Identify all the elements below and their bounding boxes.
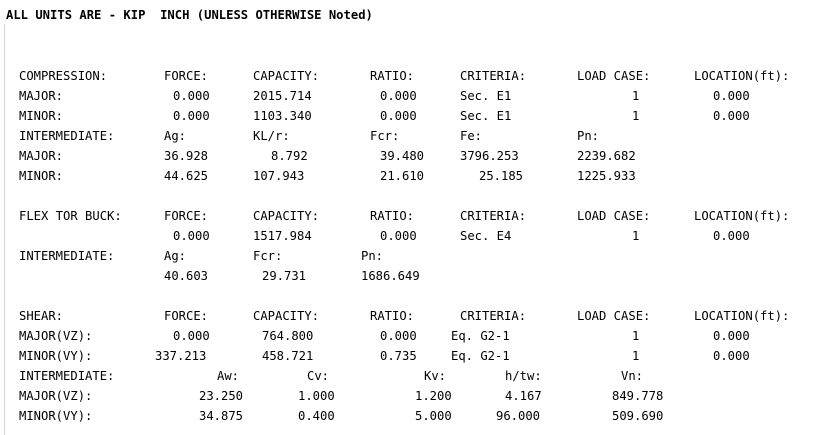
fe-value: 25.185 [479, 169, 524, 183]
col-ratio-header: RATIO: [370, 69, 415, 83]
col-ag-header: Ag: [164, 129, 187, 143]
row-label: MAJOR(VZ): [19, 329, 93, 343]
force-value: 337.213 [155, 349, 207, 363]
location-value: 0.000 [713, 349, 750, 363]
left-border-line [4, 24, 5, 435]
col-location-header: LOCATION(ft): [694, 309, 790, 323]
ratio-value: 0.000 [380, 89, 417, 103]
force-value: 0.000 [173, 229, 210, 243]
pn-value: 1225.933 [577, 169, 636, 183]
col-htw-header: h/tw: [505, 369, 542, 383]
row-label: MAJOR: [19, 89, 64, 103]
aw-value: 34.875 [199, 409, 244, 423]
col-force-header: FORCE: [164, 309, 209, 323]
col-force-header: FORCE: [164, 209, 209, 223]
loadcase-value: 1 [632, 89, 640, 103]
flex-tor-buck-label: FLEX TOR BUCK: [19, 209, 122, 223]
col-fcr-header: Fcr: [253, 249, 283, 263]
col-cv-header: Cv: [307, 369, 330, 383]
col-klr-header: KL/r: [253, 129, 290, 143]
col-criteria-header: CRITERIA: [460, 69, 527, 83]
col-pn-header: Pn: [577, 129, 600, 143]
loadcase-value: 1 [632, 329, 640, 343]
col-location-header: LOCATION(ft): [694, 69, 790, 83]
klr-value: 8.792 [271, 149, 308, 163]
pn-value: 1686.649 [361, 269, 420, 283]
col-ag-header: Ag: [164, 249, 187, 263]
row-label: MAJOR(VZ): [19, 389, 93, 403]
col-criteria-header: CRITERIA: [460, 209, 527, 223]
capacity-value: 1103.340 [253, 109, 312, 123]
aw-value: 23.250 [199, 389, 244, 403]
col-kv-header: Kv: [424, 369, 447, 383]
kv-value: 5.000 [415, 409, 452, 423]
location-value: 0.000 [713, 89, 750, 103]
klr-value: 107.943 [253, 169, 305, 183]
criteria-value: Eq. G2-1 [451, 329, 510, 343]
ratio-value: 0.735 [380, 349, 417, 363]
vn-value: 509.690 [612, 409, 664, 423]
fcr-value: 29.731 [262, 269, 307, 283]
capacity-value: 764.800 [262, 329, 314, 343]
force-value: 0.000 [173, 89, 210, 103]
loadcase-value: 1 [632, 349, 640, 363]
criteria-value: Eq. G2-1 [451, 349, 510, 363]
col-criteria-header: CRITERIA: [460, 309, 527, 323]
force-value: 0.000 [173, 109, 210, 123]
htw-value: 4.167 [505, 389, 542, 403]
cv-value: 0.400 [298, 409, 335, 423]
col-ratio-header: RATIO: [370, 209, 415, 223]
vn-value: 849.778 [612, 389, 664, 403]
ag-value: 40.603 [164, 269, 209, 283]
capacity-value: 1517.984 [253, 229, 312, 243]
fcr-value: 39.480 [380, 149, 425, 163]
col-capacity-header: CAPACITY: [253, 69, 320, 83]
location-value: 0.000 [713, 229, 750, 243]
col-vn-header: Vn: [621, 369, 644, 383]
loadcase-value: 1 [632, 229, 640, 243]
criteria-value: Sec. E1 [460, 109, 512, 123]
row-label: MINOR(VY): [19, 349, 93, 363]
location-value: 0.000 [713, 329, 750, 343]
col-aw-header: Aw: [217, 369, 240, 383]
row-label: MAJOR: [19, 149, 64, 163]
col-capacity-header: CAPACITY: [253, 209, 320, 223]
htw-value: 96.000 [496, 409, 541, 423]
col-fcr-header: Fcr: [370, 129, 400, 143]
criteria-value: Sec. E4 [460, 229, 512, 243]
criteria-value: Sec. E1 [460, 89, 512, 103]
col-capacity-header: CAPACITY: [253, 309, 320, 323]
ratio-value: 0.000 [380, 109, 417, 123]
intermediate-label: INTERMEDIATE: [19, 369, 115, 383]
row-label: MINOR: [19, 109, 64, 123]
units-title: ALL UNITS ARE - KIP INCH (UNLESS OTHERWISE Noted) [6, 8, 373, 22]
col-loadcase-header: LOAD CASE: [577, 209, 651, 223]
row-label: MINOR: [19, 169, 64, 183]
fe-value: 3796.253 [460, 149, 519, 163]
col-loadcase-header: LOAD CASE: [577, 309, 651, 323]
col-pn-header: Pn: [361, 249, 384, 263]
row-label: MINOR(VY): [19, 409, 93, 423]
ag-value: 44.625 [164, 169, 209, 183]
kv-value: 1.200 [415, 389, 452, 403]
force-value: 0.000 [173, 329, 210, 343]
ag-value: 36.928 [164, 149, 209, 163]
shear-label: SHEAR: [19, 309, 64, 323]
capacity-value: 2015.714 [253, 89, 312, 103]
fcr-value: 21.610 [380, 169, 425, 183]
intermediate-label: INTERMEDIATE: [19, 249, 115, 263]
location-value: 0.000 [713, 109, 750, 123]
col-fe-header: Fe: [460, 129, 483, 143]
ratio-value: 0.000 [380, 229, 417, 243]
col-force-header: FORCE: [164, 69, 209, 83]
col-location-header: LOCATION(ft): [694, 209, 790, 223]
ratio-value: 0.000 [380, 329, 417, 343]
cv-value: 1.000 [298, 389, 335, 403]
capacity-value: 458.721 [262, 349, 314, 363]
pn-value: 2239.682 [577, 149, 636, 163]
col-ratio-header: RATIO: [370, 309, 415, 323]
compression-label: COMPRESSION: [19, 69, 108, 83]
intermediate-label: INTERMEDIATE: [19, 129, 115, 143]
loadcase-value: 1 [632, 109, 640, 123]
col-loadcase-header: LOAD CASE: [577, 69, 651, 83]
